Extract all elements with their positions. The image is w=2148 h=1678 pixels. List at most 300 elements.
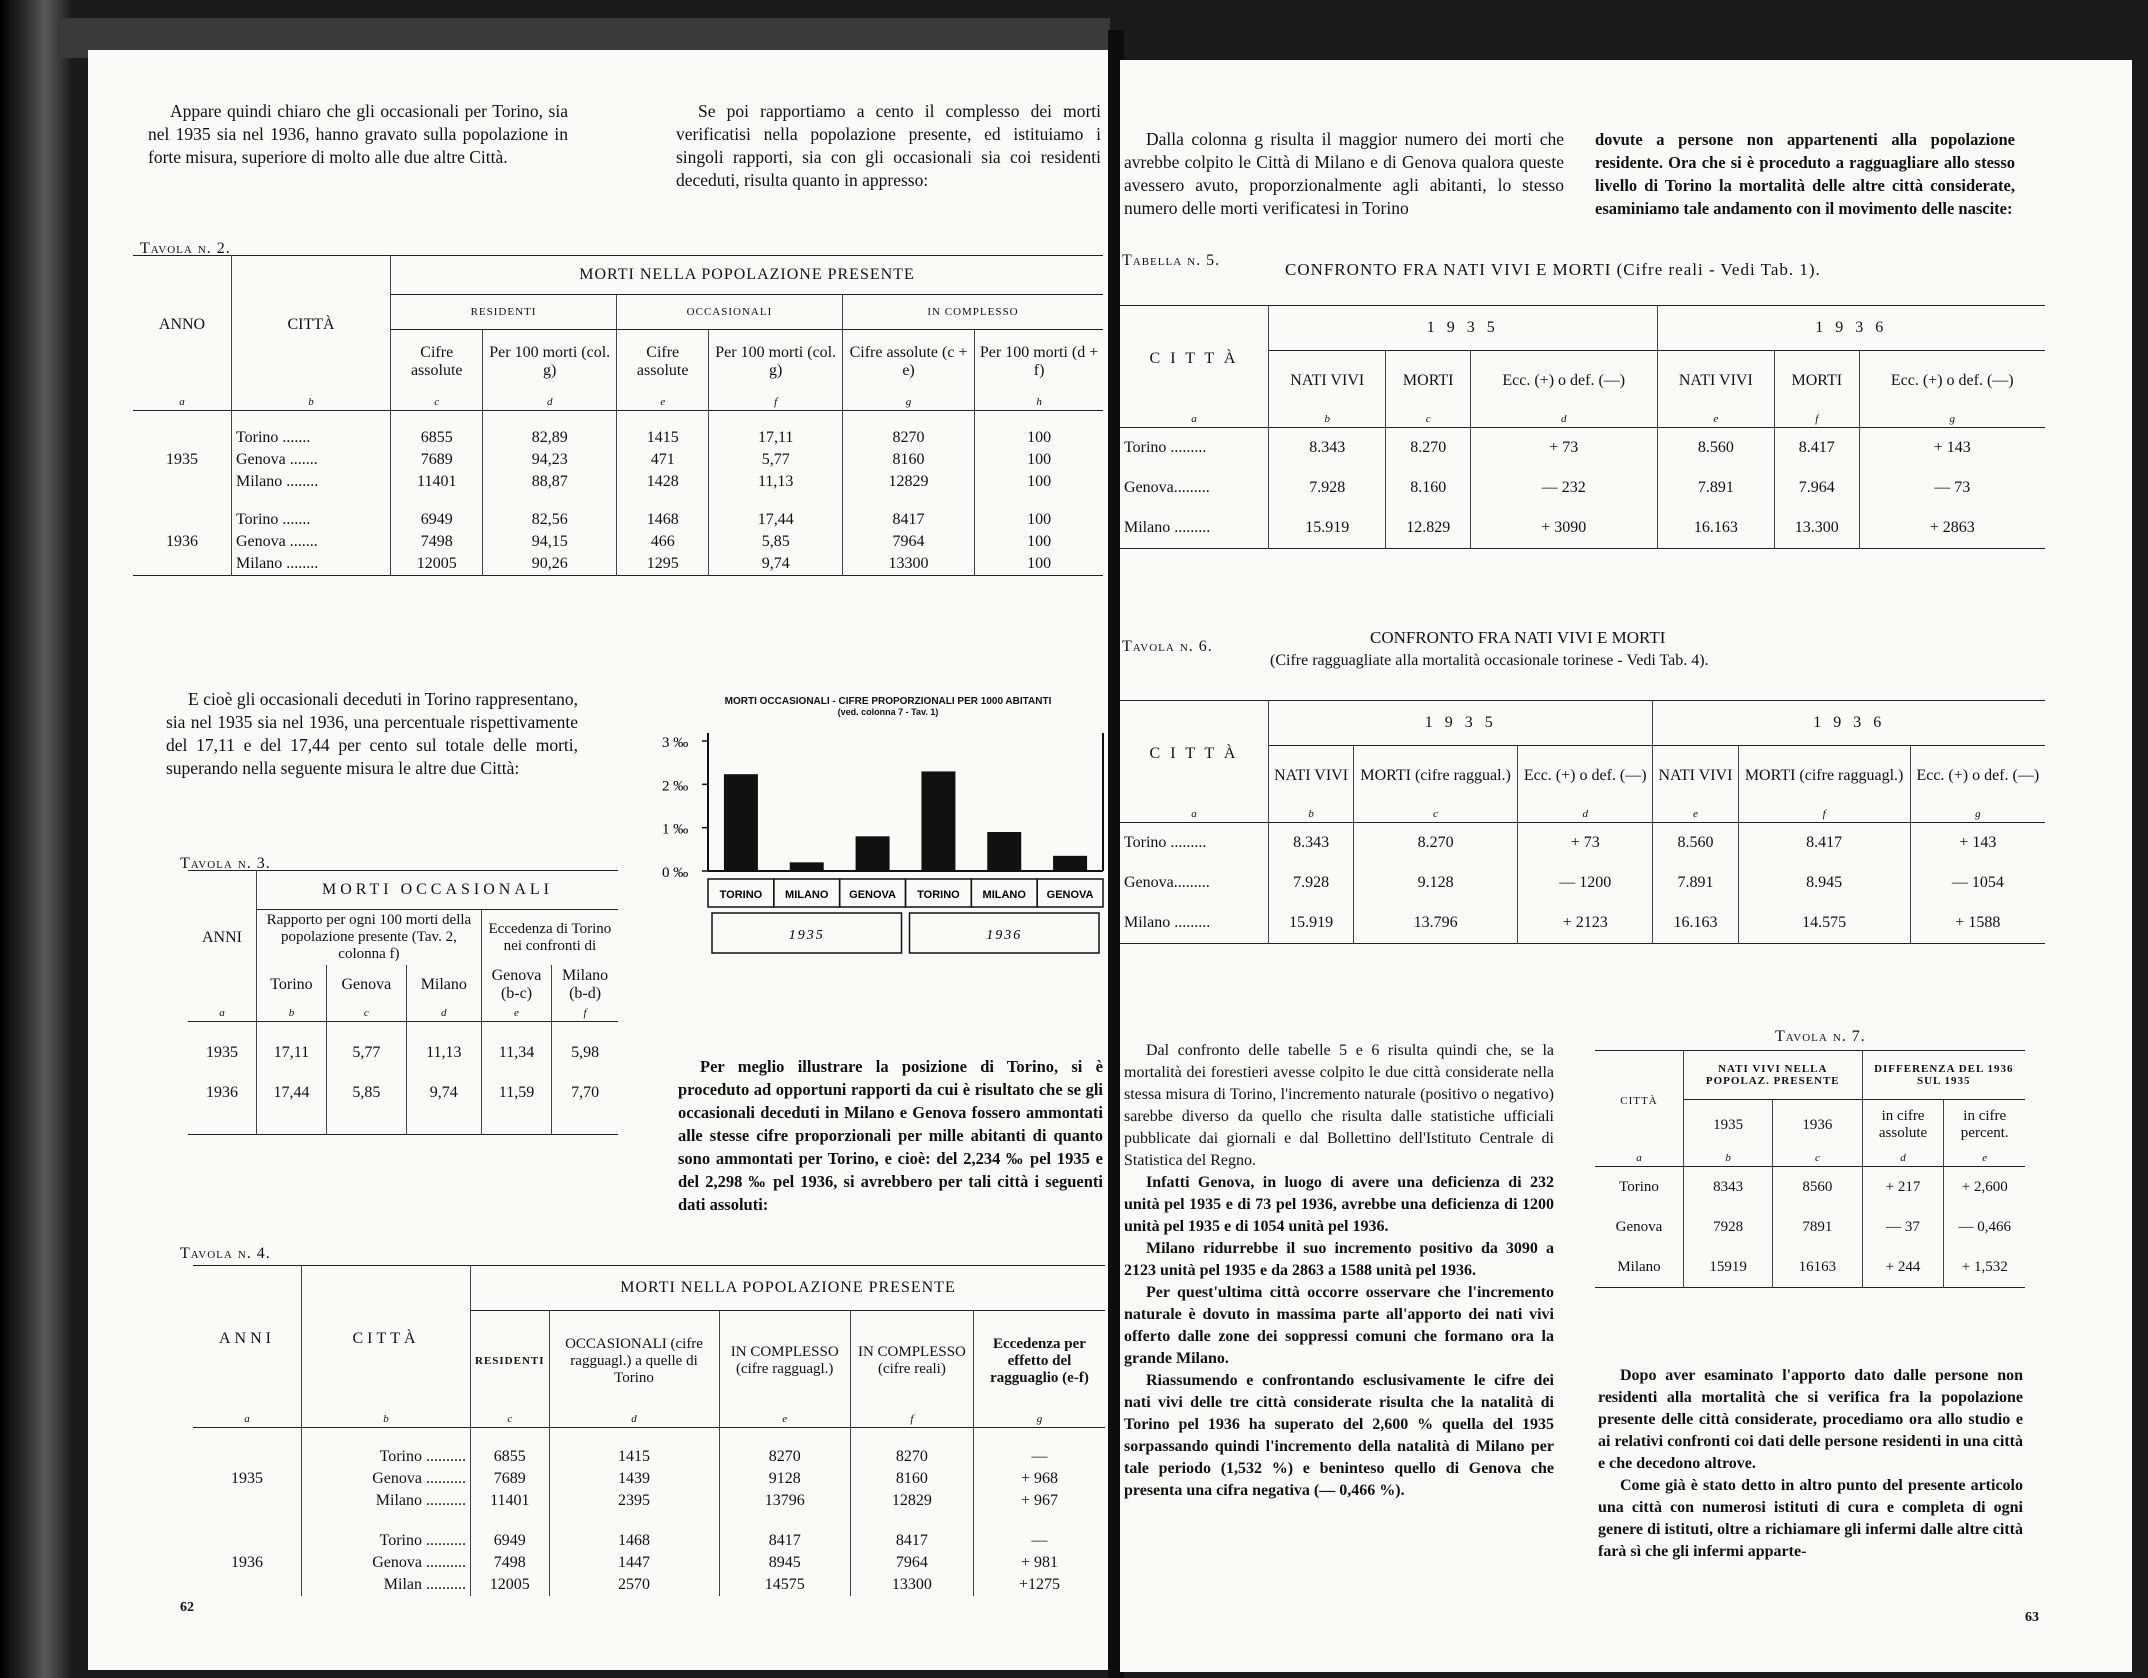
table-row xyxy=(1595,1167,2025,1208)
tav2-cell: 100 xyxy=(1027,511,1052,528)
table-row xyxy=(1120,863,2045,903)
tav7-cell: 7891 xyxy=(1773,1207,1862,1247)
tav6-city: Torino ......... xyxy=(1120,823,1269,864)
tav7-label: Tavola n. 7. xyxy=(1775,1028,1866,1045)
tav4-h-residenti: RESIDENTI xyxy=(471,1311,550,1412)
tav5-letter: f xyxy=(1775,411,1859,428)
tav3-cell: 11,13 xyxy=(406,1042,481,1064)
tav4-cell: 7498 xyxy=(471,1552,550,1574)
category-label: GENOVA xyxy=(849,889,897,901)
tav6-cell: — 1054 xyxy=(1951,874,2004,891)
tav6-cell: + 73 xyxy=(1518,823,1653,864)
tav2-cell: 100 xyxy=(1027,473,1052,490)
tav6-cell: 8.417 xyxy=(1738,823,1910,864)
tav4-year: 1935 xyxy=(193,1446,302,1512)
tav4-h-complesso-reali: IN COMPLESSO (cifre reali) xyxy=(850,1311,973,1412)
tav3-letter: c xyxy=(326,1005,406,1022)
tav2-city: Torino ....... xyxy=(232,509,391,531)
tav2-cell: 100 xyxy=(1027,451,1052,468)
tav6-h-nati: NATI VIVI xyxy=(1269,746,1354,807)
tav5-cell: + 143 xyxy=(1933,439,1971,456)
tav6-h-ecc: Ecc. (+) o def. (—) xyxy=(1518,746,1653,807)
tav7-cell: 15919 xyxy=(1684,1247,1773,1288)
tav2-cell: 11401 xyxy=(391,471,483,493)
tav3-cell: 5,85 xyxy=(326,1082,406,1104)
tav3-h-milano: Milano (b-d) xyxy=(561,967,609,1002)
tav2-cell: 8270 xyxy=(842,427,974,449)
table-row xyxy=(188,1042,618,1064)
tav2-cell: 11,13 xyxy=(709,471,843,493)
tav5-h-ecc: Ecc. (+) o def. (—) xyxy=(1470,351,1657,412)
tav2-letter: a xyxy=(133,394,232,411)
tav4-city: Genova .......... xyxy=(302,1552,471,1574)
tav4-cell: — xyxy=(1031,1532,1048,1549)
tav6-label: Tavola n. 6. xyxy=(1122,638,1213,655)
tav2-cell: 8417 xyxy=(842,509,974,531)
tav5-city: Milano ......... xyxy=(1120,508,1269,549)
tav2-letter: h xyxy=(1036,396,1042,408)
tav6-letter: d xyxy=(1518,806,1653,823)
left-para-4: Per meglio illustrare la posizione di Torino, si è proceduto ad opportuni rapporti da cui è risultato che se gli occasionali deceduti in Milano e Genova fossero ammontati alle stesse cifre proporzionali per mille abitanti di quanto sono ammontati per Torino, e cioè: del 2,234 ‰ pel 1935 e del 2,298 ‰ pel 1936, si avrebbero per tali città i seguenti dati assoluti: xyxy=(678,1057,1103,1214)
tav7-table xyxy=(1595,1050,2025,1288)
tav6-year-1935: 1 9 3 5 xyxy=(1269,701,1653,746)
tav7-cell: + 1,532 xyxy=(1961,1258,2008,1275)
category-label: TORINO xyxy=(719,889,763,901)
tav4-cell: + 968 xyxy=(1020,1470,1058,1487)
tav6-cell: 15.919 xyxy=(1269,903,1354,944)
tav5-cell: — 232 xyxy=(1470,468,1657,508)
tav4-cell: 7964 xyxy=(850,1552,973,1574)
tav5-cell: 7.891 xyxy=(1657,468,1774,508)
tav6-title: CONFRONTO FRA NATI VIVI E MORTI xyxy=(1370,628,1666,647)
tav2-h-cifre-comp: Cifre assolute (c + e) xyxy=(842,330,974,395)
tav4-cell: 14575 xyxy=(719,1574,850,1596)
tav4-cell: 6949 xyxy=(471,1530,550,1552)
left-para-2: Se poi rapportiamo a cento il complesso dei morti verificatisi nella popolazione presente, ed istituiamo i singoli rapporti, sia con gli occasionali sia coi residenti deceduti, risulta quanto in appresso: xyxy=(676,101,1101,190)
tav3-h-city: Genova xyxy=(326,965,406,1005)
tav4-cell: 8160 xyxy=(850,1468,973,1490)
tav2-cell: 13300 xyxy=(842,553,974,576)
table-row xyxy=(133,471,1103,493)
tav4-city: Torino .......... xyxy=(302,1446,471,1468)
tav6-cell: 7.928 xyxy=(1269,863,1354,903)
tav2-group-occasionali: OCCASIONALI xyxy=(616,295,842,330)
tav2-cell: 6855 xyxy=(391,427,483,449)
tav2-cell: 100 xyxy=(1027,429,1052,446)
tav3-cell: 7,70 xyxy=(571,1084,600,1101)
table-row xyxy=(193,1574,1105,1596)
tav7-h-diff: DIFFERENZA DEL 1936 SUL 1935 xyxy=(1862,1051,2025,1100)
tav3-h-city: Milano xyxy=(406,965,481,1005)
tav5-table xyxy=(1120,305,2045,549)
tav4-letter: e xyxy=(719,1411,850,1428)
right-page xyxy=(1120,60,2132,1672)
y-tick-label: 0 ‰ xyxy=(662,865,689,881)
tav7-cell: + 2,600 xyxy=(1961,1178,2008,1195)
table-row xyxy=(133,427,1103,449)
right-para-3: Dal confronto delle tabelle 5 e 6 risulta quindi che, se la mortalità dei forestieri avesse colpito le due città considerate nella stessa misura di Torino, l'incremento naturale (positivo o negativo) sarebbe diverso da quello che risulta dalle statistiche ufficiali pubblicate dai giornali e dal Bollettino dell'Istituto Centrale di Statistica del Regno. xyxy=(1124,1042,1554,1169)
chart-subtitle: (ved. colonna 7 - Tav. 1) xyxy=(837,707,939,717)
tav2-cell: 8160 xyxy=(842,449,974,471)
tav5-h-citta: C I T T À xyxy=(1120,306,1269,412)
tav4-cell: 8945 xyxy=(719,1552,850,1574)
tav6-subtitle: (Cifre ragguagliate alla mortalità occasionale torinese - Vedi Tab. 4). xyxy=(1270,652,1709,669)
tav6-city: Genova......... xyxy=(1120,863,1269,903)
tav7-letter: c xyxy=(1773,1150,1862,1167)
tav3-h-eccedenza: Eccedenza di Torino nei confronti di xyxy=(488,920,612,954)
table-row xyxy=(193,1530,1105,1552)
tav5-letter: e xyxy=(1657,411,1774,428)
tav4-cell: 1468 xyxy=(549,1530,719,1552)
tav4-h-complesso-ragg: IN COMPLESSO (cifre ragguagl.) xyxy=(719,1311,850,1412)
tav6-cell: + 1588 xyxy=(1955,914,2001,931)
table-row xyxy=(193,1468,1105,1490)
tav4-cell: 8270 xyxy=(719,1446,850,1468)
table-row xyxy=(1595,1247,2025,1288)
tav5-h-morti: MORTI xyxy=(1775,351,1859,412)
tav7-letter: d xyxy=(1862,1150,1944,1167)
tav4-table xyxy=(193,1265,1108,1596)
tav4-label: Tavola n. 4. xyxy=(180,1245,271,1262)
tav5-cell: + 2863 xyxy=(1929,519,1975,536)
tav3-h-rapporto: Rapporto per ogni 100 morti della popolazione presente (Tav. 2, colonna f) xyxy=(257,910,482,966)
tav4-cell: + 967 xyxy=(1020,1492,1058,1509)
tav3-letter: a xyxy=(188,1005,257,1022)
tav2-title: MORTI NELLA POPOLAZIONE PRESENTE xyxy=(391,256,1104,295)
tav4-cell: 6855 xyxy=(471,1446,550,1468)
right-para-8: Dopo aver esaminato l'apporto dato dalle persone non residenti alla mortalità che si verifica fra la popolazione presente delle città considerate, procediamo ora allo studio e ai relativi confronti coi dati delle persone residenti in una città e che decedono altrove. xyxy=(1598,1367,2023,1472)
tav4-cell: 11401 xyxy=(471,1490,550,1512)
tav2-cell: 7964 xyxy=(842,531,974,553)
category-label: MILANO xyxy=(982,889,1026,901)
tav2-city: Genova ....... xyxy=(232,531,391,553)
tav7-letter: b xyxy=(1684,1150,1773,1167)
tav3-cell: 5,77 xyxy=(326,1042,406,1064)
tav3-cell: 17,11 xyxy=(257,1042,327,1064)
tav6-letter: b xyxy=(1269,806,1354,823)
tav6-letter: a xyxy=(1120,806,1269,823)
tav7-cell: 8560 xyxy=(1773,1167,1862,1208)
table-row xyxy=(1120,468,2045,508)
table-row xyxy=(193,1490,1105,1512)
tav6-cell: — 1200 xyxy=(1518,863,1653,903)
tav7-letter: a xyxy=(1595,1150,1684,1167)
tav3-cell: 17,44 xyxy=(257,1082,327,1104)
tav2-cell: 1468 xyxy=(616,509,708,531)
category-label: TORINO xyxy=(917,889,960,901)
tav2-cell: 82,89 xyxy=(483,427,617,449)
tav5-letter: d xyxy=(1470,411,1657,428)
right-column-2-text xyxy=(1598,1365,2023,1563)
tav4-city: Genova .......... xyxy=(302,1468,471,1490)
tav5-letter: c xyxy=(1386,411,1470,428)
tav4-cell: 1439 xyxy=(549,1468,719,1490)
tav2-letter: b xyxy=(232,394,391,411)
tav2-cell: 1428 xyxy=(616,471,708,493)
tav2-cell: 12829 xyxy=(842,471,974,493)
bar xyxy=(1053,856,1087,871)
tav4-cell: 8270 xyxy=(850,1446,973,1468)
tav6-letter: c xyxy=(1354,806,1518,823)
tav2-cell: 1415 xyxy=(616,427,708,449)
tav2-letter: d xyxy=(483,394,617,411)
tav4-cell: 8417 xyxy=(719,1530,850,1552)
tav2-cell: 100 xyxy=(1027,555,1052,572)
tav7-h-1935: 1935 xyxy=(1684,1100,1773,1151)
tav7-cell: 8343 xyxy=(1684,1167,1773,1208)
tav4-city: Milano .......... xyxy=(302,1490,471,1512)
tav5-cell: 16.163 xyxy=(1657,508,1774,549)
bar-chart xyxy=(658,721,1118,976)
tav2-h-per-comp: Per 100 morti (d + f) xyxy=(979,344,1099,379)
scanner-edge xyxy=(0,0,70,1678)
tav6-cell: 8.560 xyxy=(1653,823,1738,864)
right-para-6: Per quest'ultima città occorre osservare che l'incremento naturale è dovuto in massima parte all'apporto dei nati vivi offerto dalle zone dei soppressi comuni che formano ora la grande Milano. xyxy=(1124,1284,1554,1367)
tav2-cell: 88,87 xyxy=(483,471,617,493)
tav4-year: 1936 xyxy=(193,1530,302,1596)
tav5-year-1935: 1 9 3 5 xyxy=(1269,306,1658,351)
tav6-cell: 7.891 xyxy=(1653,863,1738,903)
tav6-letter: e xyxy=(1653,806,1738,823)
tav5-h-nati: NATI VIVI xyxy=(1269,351,1386,412)
tav6-h-ecc: Ecc. (+) o def. (—) xyxy=(1916,767,2040,784)
right-para-9: Come già è stato detto in altro punto del presente articolo una città con numerosi istituti di cura e completa di ogni genere di istituti, oltre a richiamare gli infermi dalle altre città farà sì che gli infermi apparte- xyxy=(1598,1477,2023,1560)
tav2-cell: 9,74 xyxy=(709,553,843,576)
tav2-h-cifre-res: Cifre assolute xyxy=(391,330,483,395)
year-label: 1936 xyxy=(986,928,1023,943)
tav4-letter: c xyxy=(471,1411,550,1428)
tav6-city: Milano ......... xyxy=(1120,903,1269,944)
tav2-city: Milano ........ xyxy=(232,471,391,493)
tav5-year-1936: 1 9 3 6 xyxy=(1657,306,2045,351)
left-para-3: E cioè gli occasionali deceduti in Torino rappresentano, sia nel 1935 sia nel 1936, una percentuale rispettivamente del 17,11 e del 17,44 per cento sul totale delle morti, superando nella seguente misura le altre due Città: xyxy=(166,689,578,778)
table-row xyxy=(193,1446,1105,1468)
tav4-cell: 2570 xyxy=(549,1574,719,1596)
tav7-cell: — 37 xyxy=(1862,1207,1944,1247)
tav6-cell: 8.945 xyxy=(1738,863,1910,903)
tav2-group-residenti: RESIDENTI xyxy=(391,295,617,330)
tav2-cell: 5,77 xyxy=(709,449,843,471)
bar xyxy=(856,836,890,871)
tav2-label: Tavola n. 2. xyxy=(140,240,231,257)
category-label: MILANO xyxy=(785,889,829,901)
page-number-left: 62 xyxy=(180,1600,194,1615)
tav4-letter: d xyxy=(549,1411,719,1428)
tav4-cell: 12005 xyxy=(471,1574,550,1596)
tav6-table xyxy=(1120,700,2045,944)
tav2-cell: 7689 xyxy=(391,449,483,471)
tav4-letter: g xyxy=(1036,1413,1043,1425)
tav4-city: Torino .......... xyxy=(302,1530,471,1552)
tav5-cell: 13.300 xyxy=(1775,508,1859,549)
tav3-table xyxy=(188,870,618,1135)
tav6-h-morti: MORTI (cifre ragguagl.) xyxy=(1738,746,1910,807)
right-para-4: Infatti Genova, in luogo di avere una deficienza di 232 unità pel 1935 e di 73 pel 1936, avrebbe una deficienza di 1200 unità pel 1935 e di 1054 unità pel 1936. xyxy=(1124,1174,1554,1235)
table-row xyxy=(133,531,1103,553)
bar xyxy=(724,774,758,871)
tav3-cell: 1935 xyxy=(188,1042,257,1064)
tav7-cell: — 0,466 xyxy=(1958,1218,2011,1235)
table-row xyxy=(1120,903,2045,944)
tav6-letter: g xyxy=(1975,808,1981,820)
tav5-h-nati: NATI VIVI xyxy=(1657,351,1774,412)
bar xyxy=(987,832,1021,871)
tav2-cell: 466 xyxy=(616,531,708,553)
tav2-cell: 471 xyxy=(616,449,708,471)
tav6-cell: 8.343 xyxy=(1269,823,1354,864)
tav7-h-nati: NATI VIVI NELLA POPOLAZ. PRESENTE xyxy=(1684,1051,1863,1100)
tav4-cell: — xyxy=(1031,1448,1048,1465)
tav3-letter: b xyxy=(257,1005,327,1022)
tav5-city: Genova......... xyxy=(1120,468,1269,508)
tav7-city: Torino xyxy=(1595,1167,1684,1208)
tav3-cell: 9,74 xyxy=(406,1082,481,1104)
tav5-letter: a xyxy=(1120,411,1269,428)
tav5-cell: 8.270 xyxy=(1386,428,1470,469)
tav2-cell: 100 xyxy=(1027,533,1052,550)
tav4-title: MORTI NELLA POPOLAZIONE PRESENTE xyxy=(471,1266,1106,1311)
tav7-h-1936: 1936 xyxy=(1773,1100,1862,1151)
tav5-h-morti: MORTI xyxy=(1386,351,1470,412)
tav6-h-citta: C I T T À xyxy=(1120,701,1269,807)
tav3-col-anni: ANNI xyxy=(188,871,257,1006)
tav7-city: Milano xyxy=(1595,1247,1684,1288)
tav2-cell: 90,26 xyxy=(483,553,617,576)
right-column-text xyxy=(1124,1040,1554,1502)
tav6-cell: 9.128 xyxy=(1354,863,1518,903)
tav2-city: Milano ........ xyxy=(232,553,391,576)
chart-block xyxy=(658,696,1118,976)
tav6-cell: + 143 xyxy=(1959,834,1997,851)
tav5-cell: 8.417 xyxy=(1775,428,1859,469)
tav3-cell: 5,98 xyxy=(571,1044,600,1061)
tav5-cell: — 73 xyxy=(1934,479,1971,496)
tav2-year: 1935 xyxy=(133,427,232,493)
tav4-cell: 8417 xyxy=(850,1530,973,1552)
tav5-cell: + 73 xyxy=(1470,428,1657,469)
tav6-year-1936: 1 9 3 6 xyxy=(1653,701,2045,746)
tav2-cell: 6949 xyxy=(391,509,483,531)
bar xyxy=(921,771,955,871)
table-row xyxy=(133,553,1103,576)
tav3-h-genova: Genova (b-c) xyxy=(481,965,551,1005)
tav4-cell: 7689 xyxy=(471,1468,550,1490)
tav5-letter: b xyxy=(1269,411,1386,428)
table-row xyxy=(1120,428,2045,469)
tav2-letter: e xyxy=(616,394,708,411)
tav2-cell: 17,44 xyxy=(709,509,843,531)
tav6-letter: f xyxy=(1738,806,1910,823)
tav2-table xyxy=(133,255,1108,576)
tav7-h-percent: in cifre percent. xyxy=(1960,1108,2009,1141)
tav2-letter: c xyxy=(391,394,483,411)
right-para-2: dovute a persone non appartenenti alla popolazione residente. Ora che si è proceduto a ragguagliare allo stesso livello di Torino la mortalità delle altre città considerate, esaminiamo tale andamento con il movimento delle nascite: xyxy=(1595,130,2015,218)
tav3-letter: e xyxy=(481,1005,551,1022)
tav5-h-ecc: Ecc. (+) o def. (—) xyxy=(1890,372,2014,389)
tav5-cell: + 3090 xyxy=(1470,508,1657,549)
tav2-cell: 82,56 xyxy=(483,509,617,531)
right-para-5: Milano ridurrebbe il suo incremento positivo da 3090 a 2123 unità pel 1935 e da 2863 a 1588 unità pel 1936. xyxy=(1124,1240,1554,1279)
tav4-letter: a xyxy=(193,1411,302,1428)
tav4-city: Milan .......... xyxy=(302,1574,471,1596)
tav2-cell: 94,23 xyxy=(483,449,617,471)
tav3-letter: d xyxy=(406,1005,481,1022)
tav2-city: Genova ....... xyxy=(232,449,391,471)
tav2-cell: 17,11 xyxy=(709,427,843,449)
y-tick-label: 1 ‰ xyxy=(662,821,689,838)
tav2-cell: 5,85 xyxy=(709,531,843,553)
tav2-letter: f xyxy=(709,394,843,411)
year-label: 1935 xyxy=(788,928,825,943)
tav4-col-citta: CITTÀ xyxy=(302,1266,471,1412)
tav2-cell: 1295 xyxy=(616,553,708,576)
tav5-label: Tabella n. 5. xyxy=(1122,252,1221,269)
tav7-h-citta: CITTÀ xyxy=(1595,1051,1684,1151)
tav4-h-eccedenza: Eccedenza per effetto del ragguaglio (e-f) xyxy=(990,1335,1089,1386)
tav2-cell: 94,15 xyxy=(483,531,617,553)
tav5-title: CONFRONTO FRA NATI VIVI E MORTI (Cifre reali - Vedi Tab. 1). xyxy=(1285,260,1821,279)
y-tick-label: 3 ‰ xyxy=(662,735,689,751)
tav6-h-morti: MORTI (cifre raggual.) xyxy=(1354,746,1518,807)
left-para-1: Appare quindi chiaro che gli occasionali per Torino, sia nel 1935 sia nel 1936, hanno gravato sulla popolazione in forte misura, superiore di molto alle due altre Città. xyxy=(148,101,568,167)
table-row xyxy=(188,1082,618,1104)
tav2-cell: 12005 xyxy=(391,553,483,576)
tav4-cell: 12829 xyxy=(850,1490,973,1512)
tav3-cell: 11,59 xyxy=(481,1082,551,1104)
tav4-cell: +1275 xyxy=(1018,1576,1060,1593)
tav5-cell: 12.829 xyxy=(1386,508,1470,549)
tav7-cell: + 217 xyxy=(1862,1167,1944,1208)
tav5-cell: 7.964 xyxy=(1775,468,1859,508)
tav3-cell: 1936 xyxy=(188,1082,257,1104)
tav4-cell: 1447 xyxy=(549,1552,719,1574)
tav7-cell: 16163 xyxy=(1773,1247,1862,1288)
tav6-cell: + 2123 xyxy=(1518,903,1653,944)
tav3-h-city: Torino xyxy=(257,965,327,1005)
tav5-cell: 8.160 xyxy=(1386,468,1470,508)
table-row xyxy=(193,1552,1105,1574)
tav2-group-complesso: IN COMPLESSO xyxy=(842,295,1103,330)
left-page xyxy=(88,50,1118,1670)
table-row xyxy=(1120,508,2045,549)
tav4-col-anni: ANNI xyxy=(193,1266,302,1412)
tav4-letter: b xyxy=(302,1411,471,1428)
page-number-right: 63 xyxy=(2025,1610,2039,1625)
tav2-h-cifre-occ: Cifre assolute xyxy=(616,330,708,395)
tav3-label: Tavola n. 3. xyxy=(180,855,271,872)
tav5-city: Torino ......... xyxy=(1120,428,1269,469)
tav2-h-per-res: Per 100 morti (col. g) xyxy=(483,330,617,395)
tav7-h-assolute: in cifre assolute xyxy=(1862,1100,1944,1151)
tav2-col-anno: ANNO xyxy=(133,256,232,395)
tav2-city: Torino ....... xyxy=(232,427,391,449)
bar xyxy=(790,862,824,871)
table-row xyxy=(133,509,1103,531)
tav7-city: Genova xyxy=(1595,1207,1684,1247)
tav6-cell: 8.270 xyxy=(1354,823,1518,864)
tav5-cell: 8.343 xyxy=(1269,428,1386,469)
chart-title: MORTI OCCASIONALI - CIFRE PROPORZIONALI PER 1000 ABITANTI xyxy=(724,696,1052,707)
table-row xyxy=(1120,823,2045,864)
right-para-1: Dalla colonna g risulta il maggior numero dei morti che avrebbe colpito le Città di Milano e di Genova qualora queste avessero avuto, proporzionalmente agli abitanti, lo stesso numero delle morti verificatesi in Torino xyxy=(1124,129,1564,218)
table-row xyxy=(133,449,1103,471)
y-tick-label: 2 ‰ xyxy=(662,778,689,795)
tav2-year: 1936 xyxy=(133,509,232,576)
tav2-col-citta: CITTÀ xyxy=(232,256,391,395)
tav2-cell: 7498 xyxy=(391,531,483,553)
tav5-letter: g xyxy=(1949,413,1955,425)
tav4-cell: 2395 xyxy=(549,1490,719,1512)
